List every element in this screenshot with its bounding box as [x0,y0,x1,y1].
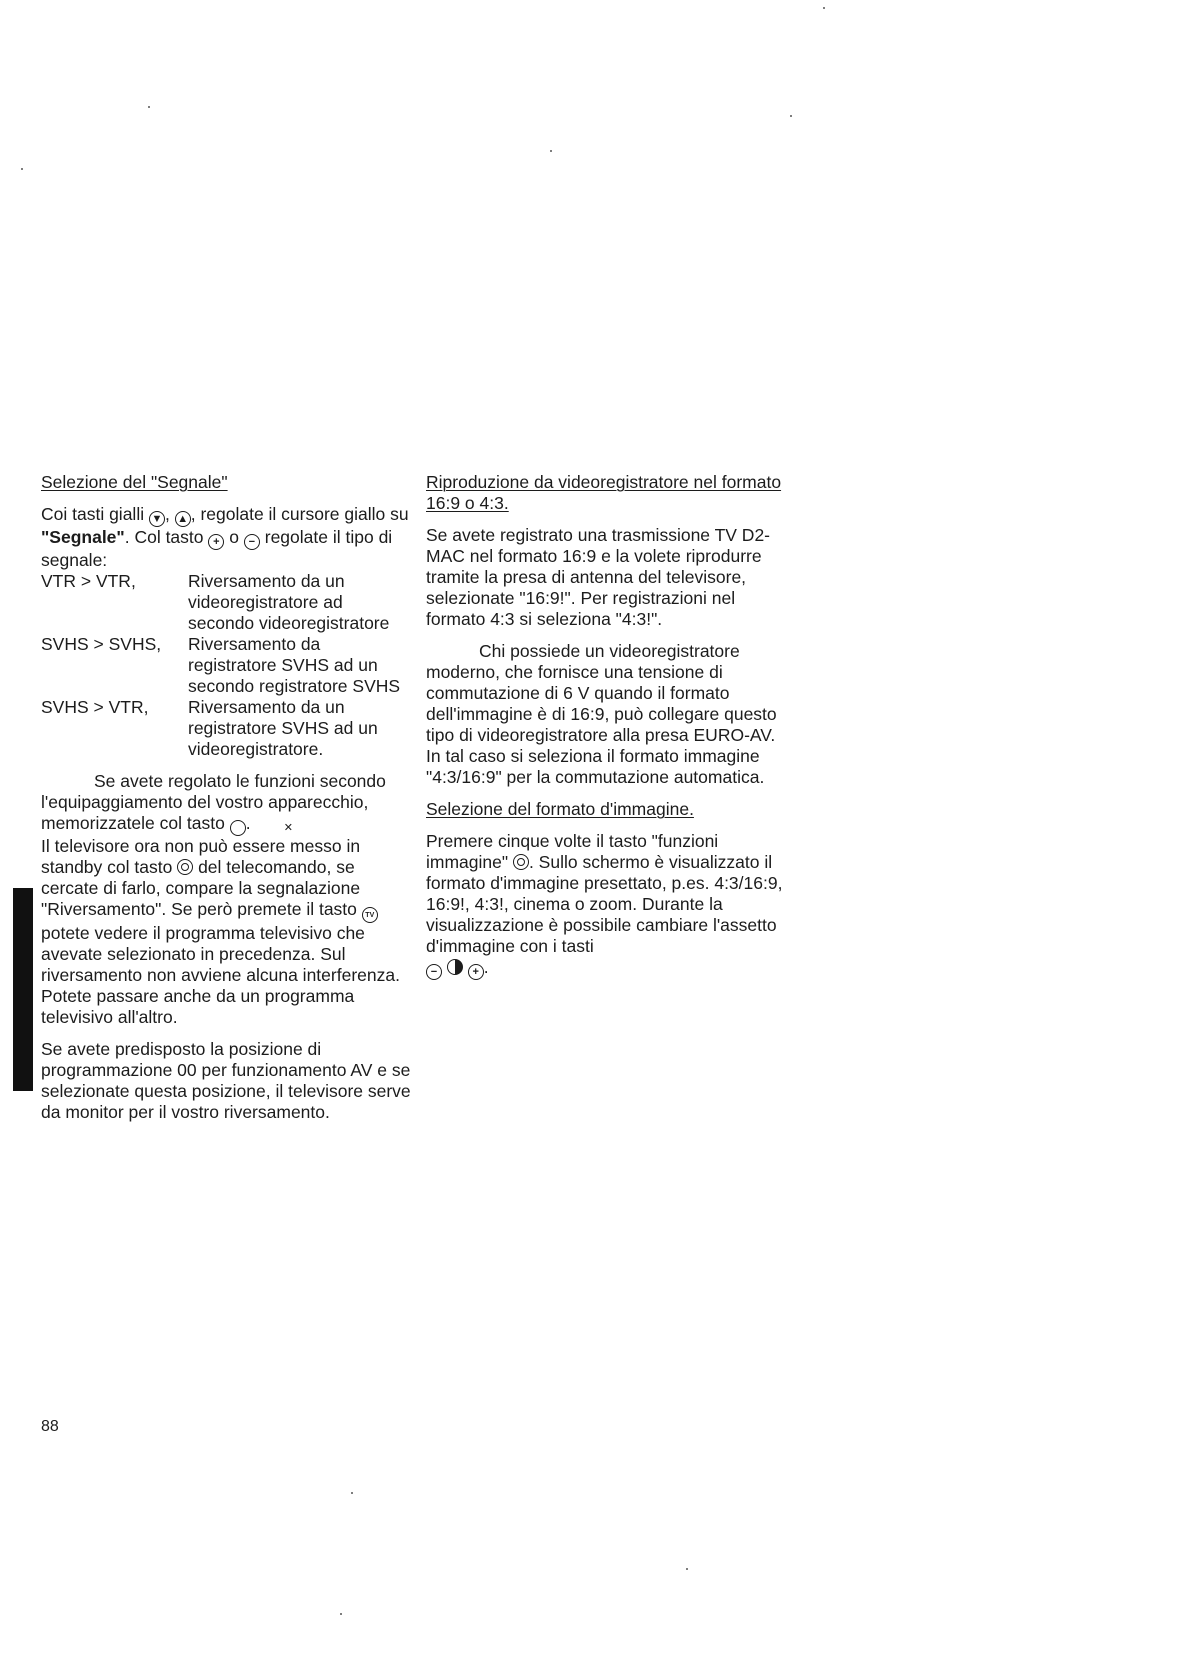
heading-formato: Selezione del formato d'immagine. [426,799,694,819]
definition-desc: Riversamento da un videoregistratore ad secondo videoregistratore [188,571,390,633]
signal-definition-list [41,571,413,760]
scan-speck [21,168,23,170]
definition-desc: Riversamento da registratore SVHS ad un secondo registratore SVHS [188,634,401,696]
formato-text-1: Premere cinque volte il tasto "funzioni immagine" [426,831,719,872]
scan-speck [550,150,552,152]
definition-row [41,697,413,760]
standby-paragraph [41,836,413,1028]
formato-paragraph: Premere cinque volte il tasto "funzioni immagine" . Sullo schermo è visualizzato il formato d'immagine presettato, p.es. 4:3/16:9, 16:9!, 4:3!, cinema o zoom. Durante la visualizzazione è possibile cambiare l'assetto d'immagine con i tasti − + . [426,831,783,978]
minus-button-icon: − [426,964,442,980]
formato-text-2: . Sullo schermo è visualizzato il formato d'immagine presettato, p.es. 4:3/16:9, 16:9!, 4:3!, cinema o zoom. Durante la visualizzazione è possibile cambiare l'assetto d'immagine con i tasti [426,852,783,956]
scan-speck [790,115,792,117]
yellow-down-button-icon: ▼ [149,511,165,527]
intro-text-1: Coi tasti gialli [41,504,145,524]
intro-text-3: . Col tasto [124,527,204,547]
definition-term: SVHS > VTR, [41,697,149,717]
definition-term: VTR > VTR, [41,571,136,591]
plus-button-icon: + [468,964,484,980]
left-column [41,472,413,1123]
heading-riproduzione: Riproduzione da videoregistratore nel formato 16:9 o 4:3. [426,472,782,513]
standby-text-3: potete vedere il programma televisivo che avevate selezionato in precedenza. Sul riversamento non avviene alcuna interferenza. Potete passare anche da un programma televisivo all'altro. [41,923,400,1027]
right-column [426,472,786,980]
standby-text-2: del telecomando, se cercate di farlo, compare la segnalazione "Riversamento". Se però premete il tasto [41,857,361,919]
scan-speck [148,106,150,108]
scan-speck [823,7,825,9]
definition-row [41,571,413,634]
memorize-paragraph: Se avete regolato le funzioni secondo l'equipaggiamento del vostro apparecchio, memorizzatele col tasto ✕. [41,771,386,834]
definition-desc: Riversamento da un registratore SVHS ad un videoregistratore. [188,697,378,759]
intro-text-4: o [229,527,239,547]
tv-button-icon: TV [362,907,378,923]
intro-paragraph: Coi tasti gialli ▼ , ▲ , regolate il cursore giallo su "Segnale". Col tasto + o − regolate il tipo di segnale: [41,504,409,570]
minus-button-icon: − [244,534,260,550]
heading-segnale: Selezione del "Segnale" [41,472,228,492]
margin-marker-bar [13,888,33,1091]
definition-term: SVHS > SVHS, [41,634,162,654]
x-button-icon: ✕ [230,820,246,836]
monitor-paragraph: Se avete predisposto la posizione di programmazione 00 per funzionamento AV e se selezionate questa posizione, il televisore serve da monitor per il vostro riversamento. [41,1039,411,1122]
contrast-half-icon [447,959,463,975]
d2mac-paragraph: Se avete registrato una trasmissione TV D2-MAC nel formato 16:9 e la volete riprodurre tramite la presa di antenna del televisore, selezionate "16:9!". Per registrazioni nel formato 4:3 si seleziona "4:3!". [426,525,771,629]
intro-bold-segnale: "Segnale" [41,527,125,547]
intro-text-2: , regolate il cursore giallo su [190,504,409,524]
scan-speck [686,1568,688,1570]
plus-button-icon: + [208,534,224,550]
yellow-up-button-icon: ▲ [175,511,191,527]
page-number: 88 [41,1418,59,1435]
standby-button-icon [177,859,193,875]
scan-speck [340,1613,342,1615]
scan-speck [351,1492,353,1494]
standby-text-1: Il televisore ora non può essere messo in standby col tasto [41,836,361,877]
euroav-paragraph: Chi possiede un videoregistratore moderno, che fornisce una tensione di commutazione di 6 V quando il formato dell'immagine è di 16:9, può collegare questo tipo di videoregistratore alla presa EURO-AV. In tal caso si seleziona il formato immagine "4:3/16:9" per la commutazione automatica. [426,641,777,787]
intro-text-5: regolate il tipo di segnale: [41,527,393,570]
memorize-text: Se avete regolato le funzioni secondo l'equipaggiamento del vostro apparecchio, memorizzatele col tasto [41,771,386,833]
definition-row [41,634,413,697]
picture-functions-button-icon [513,854,529,870]
